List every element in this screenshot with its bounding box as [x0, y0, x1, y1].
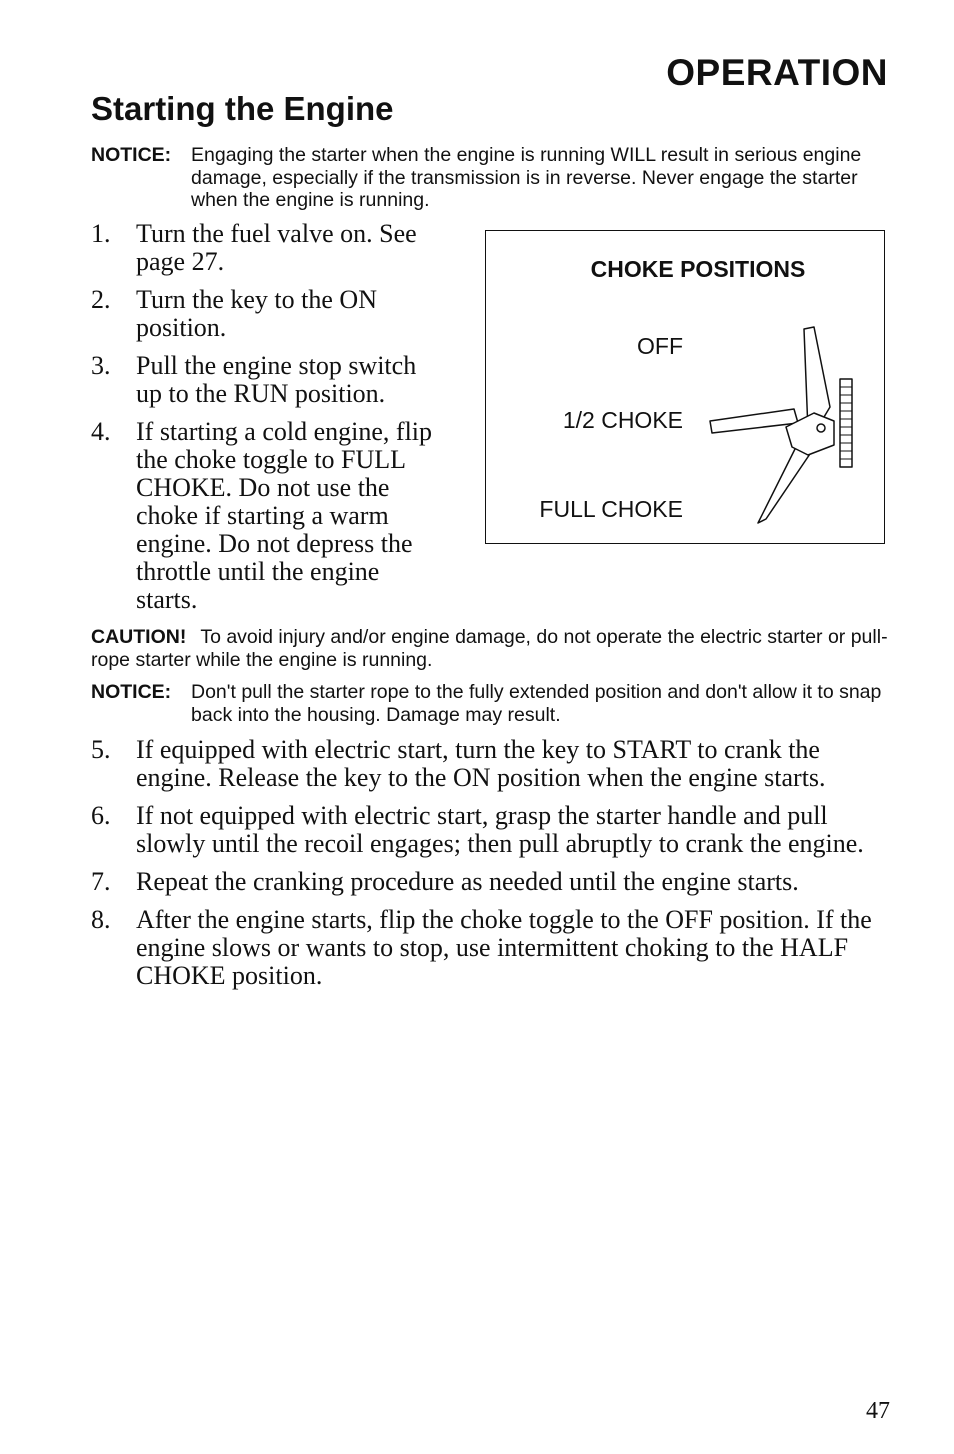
list-item: [91, 220, 446, 276]
pivot-pin: [817, 424, 825, 432]
step-number: 8.: [91, 905, 111, 934]
choke-positions-diagram: [485, 230, 885, 544]
knob-body: [840, 379, 852, 467]
list-item: [91, 802, 891, 858]
step-number: 2.: [91, 285, 111, 314]
steps-list-first: [91, 220, 446, 624]
list-item: [91, 906, 891, 990]
notice-starter-rope: [91, 681, 891, 726]
step-number: 1.: [91, 219, 111, 248]
lever-half-choke: [710, 409, 798, 433]
step-text: Pull the engine stop switch up to the RUN position.: [136, 351, 417, 408]
step-text: If starting a cold engine, flip the choke toggle to FULL CHOKE. Do not use the choke if starting a warm engine. Do not depress the throttle until the engine starts.: [136, 417, 433, 614]
choke-toggle-illustration: [486, 231, 886, 545]
step-number: 6.: [91, 801, 111, 830]
diagram-title: CHOKE POSITIONS: [590, 256, 806, 282]
page-title: Starting the Engine: [91, 90, 394, 127]
step-text: If equipped with electric start, turn the key to START to crank the engine. Release the key to the ON position when the engine starts.: [136, 735, 826, 792]
list-item: [91, 868, 891, 896]
step-number: 4.: [91, 417, 111, 446]
step-text: After the engine starts, flip the choke toggle to the OFF position. If the engine slows or wants to stop, use intermittent choking to the HALF CHOKE position.: [136, 905, 872, 990]
notice-label: NOTICE:: [91, 681, 172, 703]
notice-text: Don't pull the starter rope to the fully extended position and don't allow it to snap back into the housing. Damage may result.: [191, 681, 882, 726]
step-number: 7.: [91, 867, 111, 896]
step-number: 5.: [91, 735, 111, 764]
caution-label: CAUTION!: [91, 626, 187, 648]
page-number: 47: [866, 1398, 890, 1424]
list-item: [91, 286, 446, 342]
label-half-choke: 1/2 CHOKE: [562, 407, 683, 433]
list-item: [91, 418, 446, 614]
label-off: OFF: [637, 333, 683, 359]
notice-text: Engaging the starter when the engine is running WILL result in serious engine damage, especially if the transmission is in reverse. Never engage the starter when the engine is running.: [191, 144, 862, 211]
steps-list-second: [91, 736, 891, 1000]
notice-label: NOTICE:: [91, 144, 172, 166]
caution-text: To avoid injury and/or engine damage, do not operate the electric starter or pull-rope starter while the engine is running.: [91, 626, 888, 671]
step-text: Turn the key to the ON position.: [136, 285, 377, 342]
notice-engaging-starter: [91, 144, 891, 212]
list-item: [91, 736, 891, 792]
step-number: 3.: [91, 351, 111, 380]
caution-warning: [91, 626, 891, 671]
step-text: Turn the fuel valve on. See page 27.: [136, 219, 417, 276]
list-item: [91, 352, 446, 408]
step-text: If not equipped with electric start, grasp the starter handle and pull slowly until the recoil engages; then pull abruptly to crank the engine.: [136, 801, 864, 858]
step-text: Repeat the cranking procedure as needed until the engine starts.: [136, 867, 799, 896]
label-full-choke: FULL CHOKE: [539, 496, 683, 522]
section-heading: OPERATION: [666, 52, 888, 93]
